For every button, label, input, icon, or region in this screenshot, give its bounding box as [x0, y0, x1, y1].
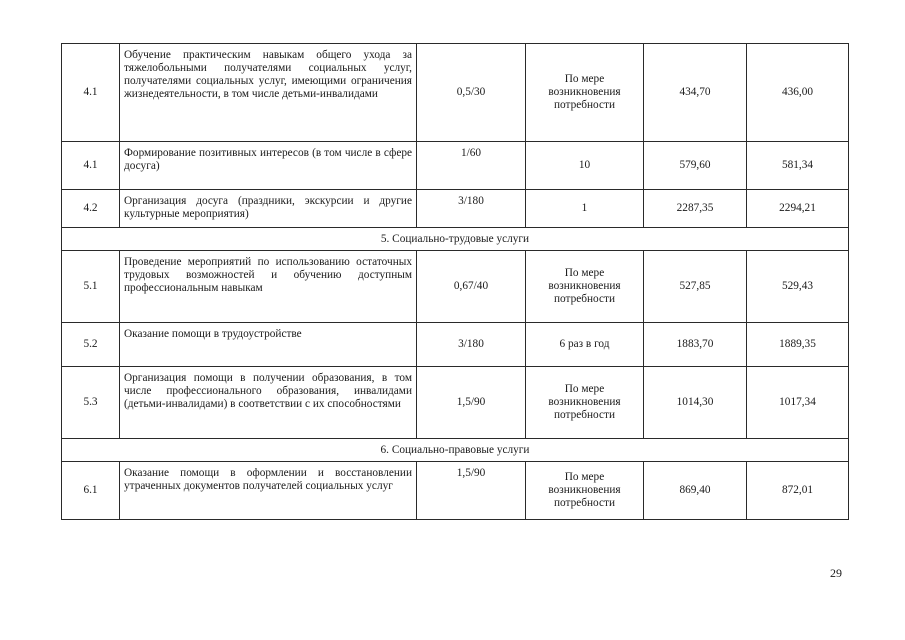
service-price-2: 872,01: [747, 462, 849, 520]
section-row: [62, 439, 849, 462]
services-table-body: [62, 44, 849, 520]
service-price-2: 581,34: [747, 142, 849, 190]
section-title: 5. Социально-трудовые услуги: [62, 228, 849, 251]
row-number: 5.2: [62, 323, 120, 367]
row-number: 4.1: [62, 142, 120, 190]
table-row: [62, 323, 849, 367]
row-number: 6.1: [62, 462, 120, 520]
service-time-norm: 3/180: [417, 323, 526, 367]
service-frequency: По мере возникновения потребности: [526, 462, 644, 520]
service-name: Организация досуга (праздники, экскурсии и другие культурные мероприятия): [120, 190, 417, 228]
services-table-container: [61, 43, 848, 520]
section-title: 6. Социально-правовые услуги: [62, 439, 849, 462]
table-row: [62, 44, 849, 142]
service-frequency: По мере возникновения потребности: [526, 44, 644, 142]
table-row: [62, 142, 849, 190]
section-row: [62, 228, 849, 251]
service-time-norm: 0,67/40: [417, 251, 526, 323]
service-name: Обучение практическим навыкам общего ухода за тяжелобольными получателями социальных услуг, получателями социальных услуг, имеющими ограничения жизнедеятельности, в том числе детьми-инвалидами: [120, 44, 417, 142]
page-number: 29: [830, 566, 842, 580]
service-price-1: 869,40: [644, 462, 747, 520]
table-row: [62, 251, 849, 323]
service-price-2: 1017,34: [747, 367, 849, 439]
table-row: [62, 190, 849, 228]
service-frequency: 10: [526, 142, 644, 190]
service-time-norm: 3/180: [417, 190, 526, 228]
table-row: [62, 462, 849, 520]
service-price-2: 2294,21: [747, 190, 849, 228]
service-time-norm: 0,5/30: [417, 44, 526, 142]
row-number: 4.1: [62, 44, 120, 142]
service-price-1: 1883,70: [644, 323, 747, 367]
service-price-1: 579,60: [644, 142, 747, 190]
services-table: [61, 43, 849, 520]
service-frequency: По мере возникновения потребности: [526, 367, 644, 439]
row-number: 5.3: [62, 367, 120, 439]
row-number: 5.1: [62, 251, 120, 323]
service-name: Оказание помощи в трудоустройстве: [120, 323, 417, 367]
service-time-norm: 1,5/90: [417, 367, 526, 439]
service-time-norm: 1/60: [417, 142, 526, 190]
service-time-norm: 1,5/90: [417, 462, 526, 520]
service-price-1: 434,70: [644, 44, 747, 142]
service-price-2: 529,43: [747, 251, 849, 323]
service-price-1: 527,85: [644, 251, 747, 323]
service-price-2: 1889,35: [747, 323, 849, 367]
service-name: Организация помощи в получении образования, в том числе профессионального образования, инвалидами (детьми-инвалидами) в соответствии с их способностями: [120, 367, 417, 439]
service-frequency: 1: [526, 190, 644, 228]
row-number: 4.2: [62, 190, 120, 228]
service-price-1: 2287,35: [644, 190, 747, 228]
table-row: [62, 367, 849, 439]
service-price-2: 436,00: [747, 44, 849, 142]
service-frequency: По мере возникновения потребности: [526, 251, 644, 323]
service-name: Формирование позитивных интересов (в том числе в сфере досуга): [120, 142, 417, 190]
service-name: Проведение мероприятий по использованию остаточных трудовых возможностей и обучению доступным профессиональным навыкам: [120, 251, 417, 323]
service-frequency: 6 раз в год: [526, 323, 644, 367]
service-name: Оказание помощи в оформлении и восстановлении утраченных документов получателей социальных услуг: [120, 462, 417, 520]
service-price-1: 1014,30: [644, 367, 747, 439]
